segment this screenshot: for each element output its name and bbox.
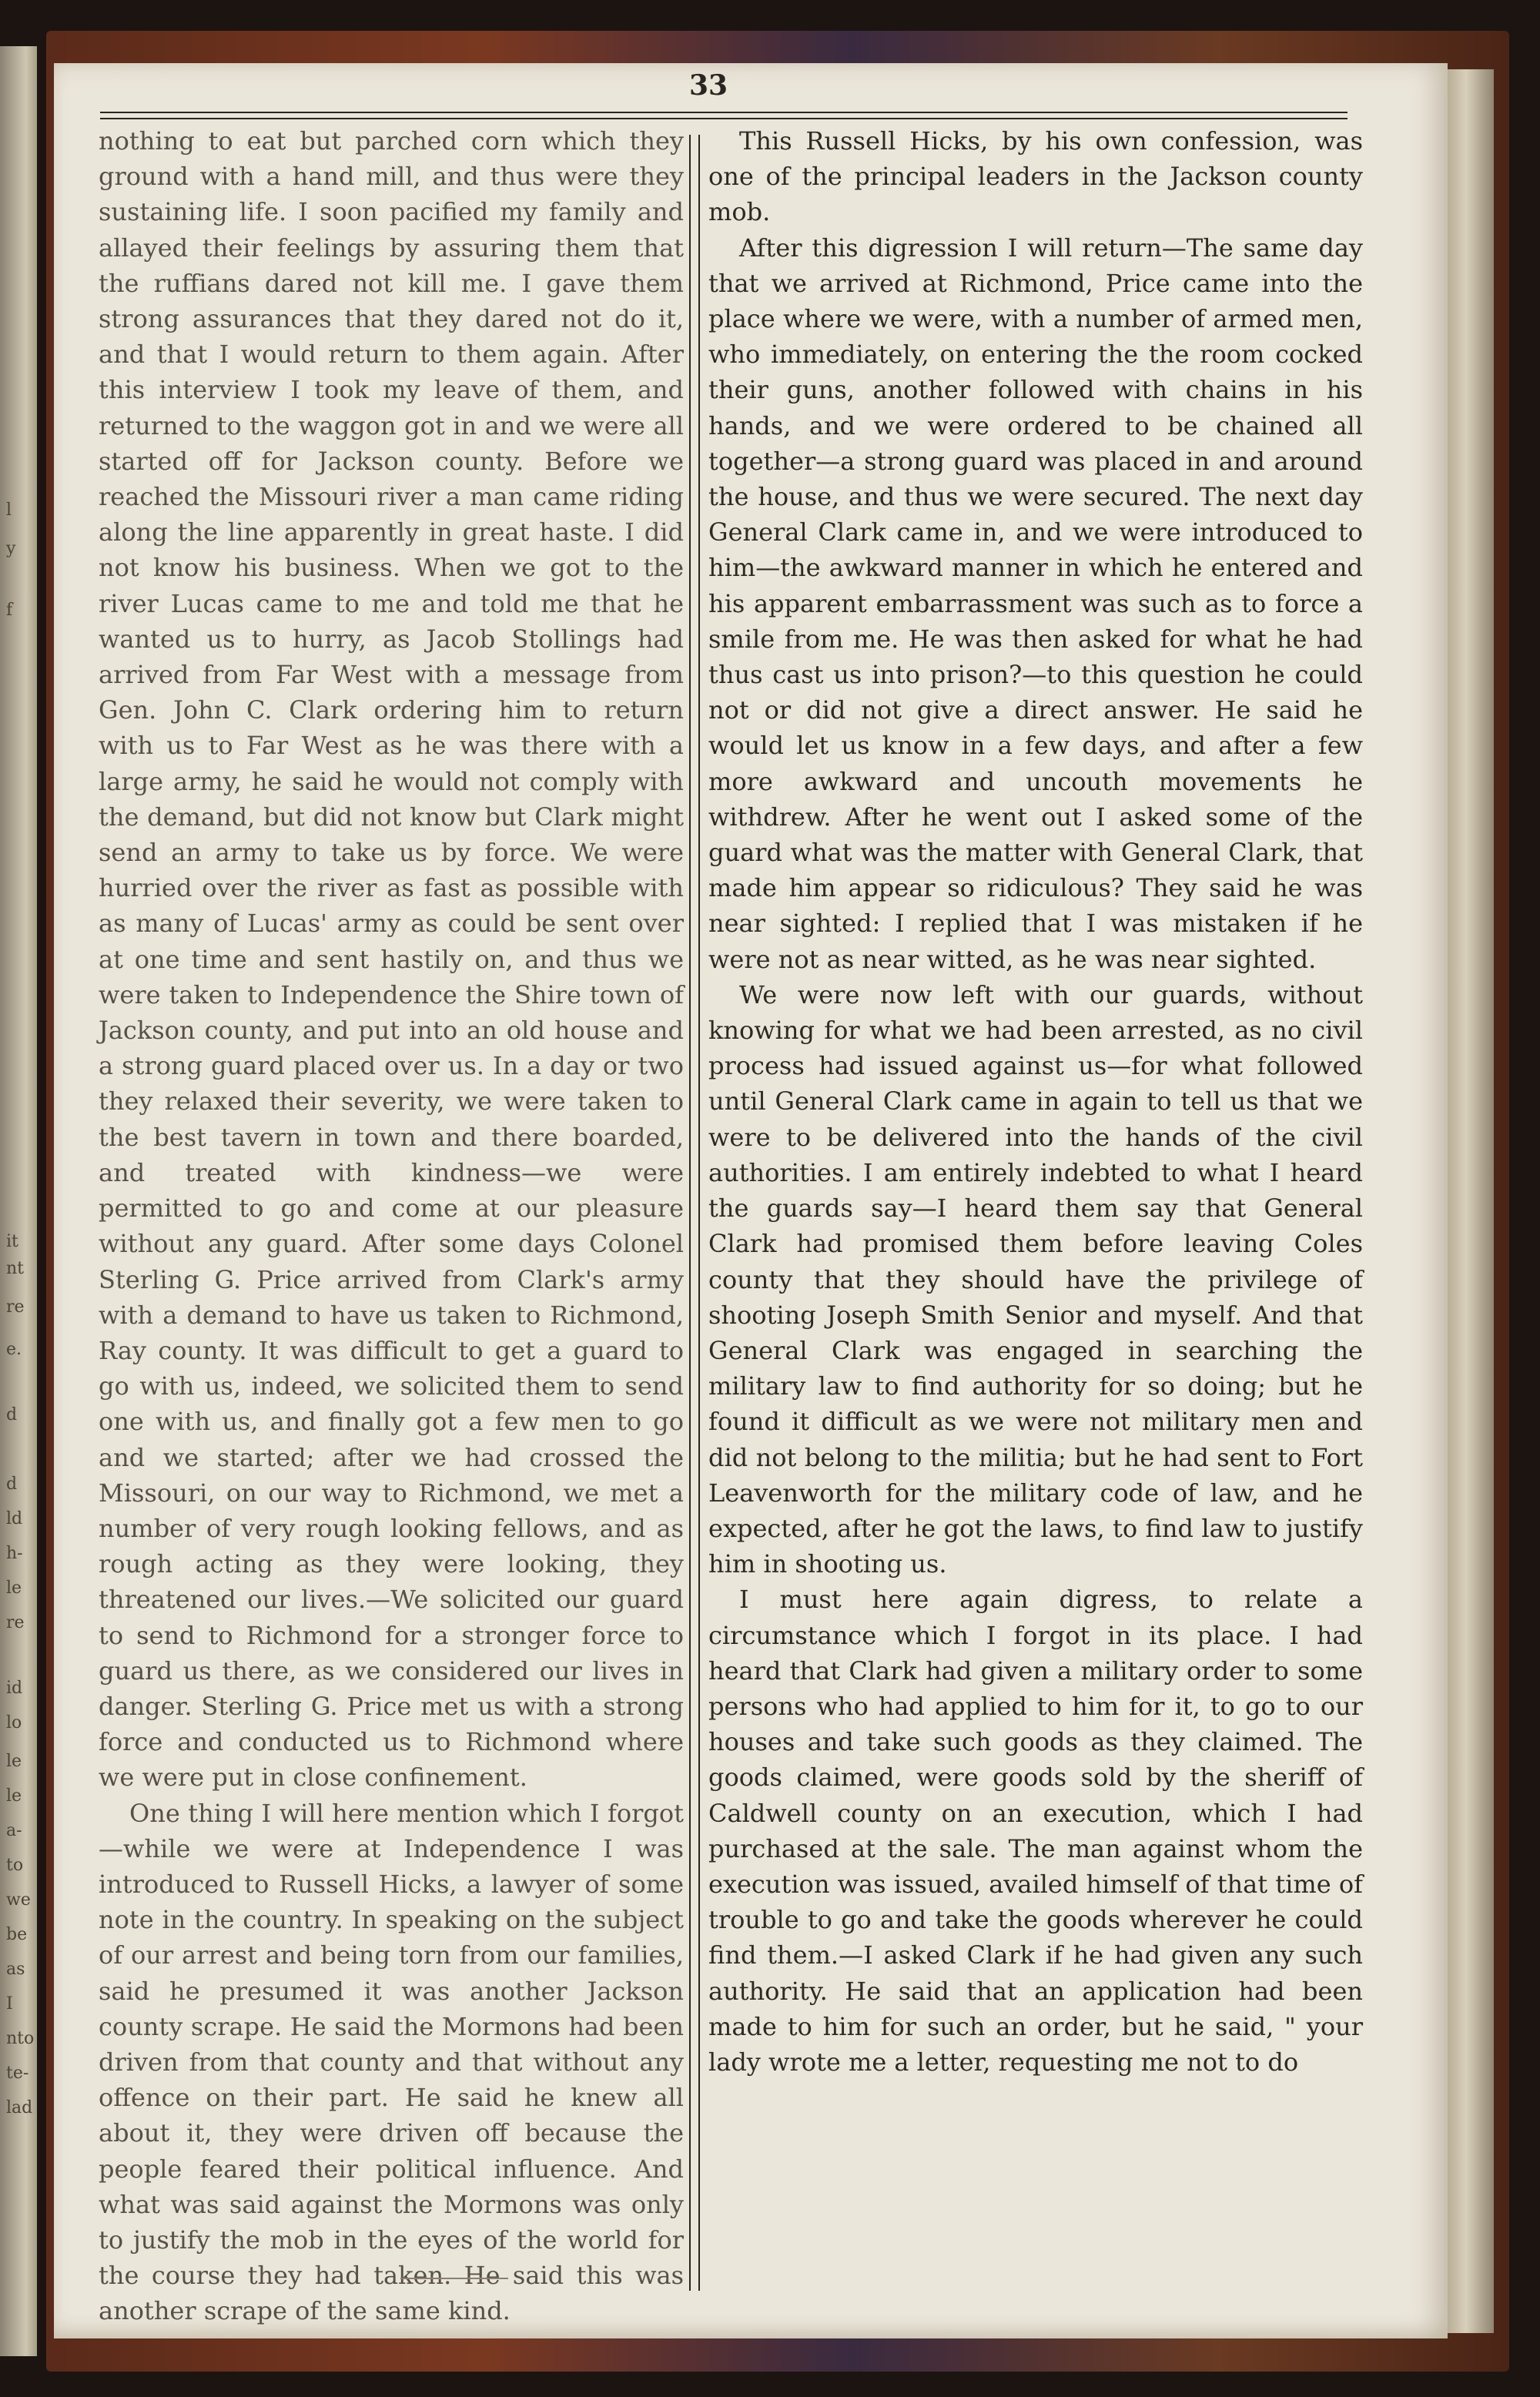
prev-page-fragment: e. (6, 1340, 22, 1359)
prev-page-fragment: d (6, 1475, 18, 1494)
prev-page-fragment: id (6, 1679, 23, 1698)
prev-page-fragment: we (6, 1890, 31, 1910)
prev-page-fragment: lo (6, 1713, 22, 1732)
prev-page-fragment: te- (6, 2064, 29, 2083)
prev-page-fragment: ld (6, 1509, 23, 1528)
prev-page-fragment: f (6, 601, 13, 620)
left-column (99, 123, 684, 2329)
prev-page-fragment: re (6, 1613, 25, 1632)
prev-page-fragment: l (6, 500, 12, 520)
prev-page-fragment: I (6, 1994, 13, 2014)
paragraph: One thing I will here mention which I forgot —while we were at Independence I was introduced to Russell Hicks, a lawyer of some note in the country. In speaking on the subject of our arrest and being torn from our families, said he presumed it was another Jackson county scrape. He said the Mormons had been driven from that county and that without any offence on their part. He said he knew all about it, they were driven off because the people feared their political influence. And what was said against the Mormons was only to justify the mob in the eyes of the world for the course they had taken. He said this was another scrape of the same kind. (99, 1798, 684, 2326)
paragraph: After this digression I will return—The same day that we arrived at Richmond, Price came into the place where we were, with a number of armed men, who immediately, on entering the the room cocked their guns, another followed with chains in his hands, and we were ordered to be chained all together—a strong guard was placed in and around the house, and thus we were secured. The next day General Clark came in, and we were introduced to him—the awkward manner in which he entered and his apparent embarrassment was such as to force a smile from me. He was then asked for what he had thus cast us into prison?—to this question he could not or did not give a direct answer. He said he would let us know in a few days, and after a few more awkward and uncouth movements he withdrew. After he went out I asked some of the guard what was the matter with General Clark, that made him appear so ridiculous? They said he was near sighted: I replied that I was mistaken if he were not as near witted, as he was near sighted. (708, 233, 1363, 974)
header-double-rule (100, 112, 1348, 119)
prev-page-fragment: d (6, 1405, 18, 1424)
prev-page-fragment: a- (6, 1821, 22, 1840)
prev-page-fragment: y (6, 539, 16, 558)
prev-page-fragment: le (6, 1578, 22, 1598)
prev-page-fragment: le (6, 1786, 22, 1806)
page-number: 33 (688, 69, 728, 102)
right-column (708, 123, 1363, 2080)
prev-page-fragment: be (6, 1925, 28, 1944)
prev-page-fragment: it (6, 1232, 18, 1251)
prev-page-fragment: nto (6, 2029, 35, 2048)
prev-page-fragment: h- (6, 1544, 23, 1563)
paragraph: I must here again digress, to relate a circumstance which I forgot in its place. I had heard that Clark had given a military order to some persons who had applied to him for it, to go to our houses and take such goods as they claimed. The goods claimed, were goods sold by the sheriff of Caldwell county on an execution, which I had purchased at the sale. The man against whom the execution was issued, availed himself of that time of trouble to go and take the goods wherever he could find them.—I asked Clark if he had given any such authority. He said that an application had been made to him for such an order, but he said, " your lady wrote me a letter, requesting me not to do (708, 1585, 1363, 2077)
prev-page-fragment: to (6, 1856, 24, 1875)
paragraph: nothing to eat but parched corn which they ground with a hand mill, and thus were they sustaining life. I soon pacified my family and allayed their feelings by assuring them that the ruffians dared not kill me. I gave them strong assurances that they dared not do it, and that I would return to them again. After this interview I took my leave of them, and returned to the waggon got in and we were all started off for Jackson county. Before we reached the Missouri river a man came riding along the line apparently in great haste. I did not know his business. When we got to the river Lucas came to me and told me that he wanted us to hurry, as Jacob Stollings had arrived from Far West with a message from Gen. John C. Clark ordering him to return with us to Far West as he was there with a large army, he said he would not comply with the demand, but did not know but Clark might send an army to take us by force. We were hurried over the river as fast as possible with as many of Lucas' army as could be sent over at one time and sent hastily on, and thus we were taken to Independence the Shire town of Jackson county, and put into an old house and a strong guard placed over us. In a day or two they relaxed their severity, we were taken to the best tavern in town and there boarded, and treated with kindness—we were permitted to go and come at our pleasure without any guard. After some days Colonel Sterling G. Price arrived from Clark's army with a demand to have us taken to Richmond, Ray county. It was difficult to get a guard to go with us, indeed, we solicited them to send one with us, and finally got a few men to go and we started; after we had crossed the Missouri, on our way to Richmond, we met a number of very rough looking fellows, and as rough acting as they were looking, they threatened our lives.—We solicited our guard to send to Richmond for a stronger force to guard us there, as we considered our lives in danger. Sterling G. Price met us with a strong force and conducted us to Richmond where we were put in close confinement. (99, 126, 684, 1793)
column-divider (689, 135, 700, 2291)
prev-page-fragment: as (6, 1960, 25, 1979)
prev-page-fragment: nt (6, 1259, 25, 1278)
prev-page-fragment: lad (6, 2098, 33, 2117)
prev-page-fragment: re (6, 1297, 25, 1317)
prev-page-fragment: le (6, 1752, 22, 1771)
page-fore-edge (1448, 69, 1494, 2333)
previous-page-edge (0, 46, 37, 2356)
paragraph: This Russell Hicks, by his own confession, was one of the principal leaders in the Jackson county mob. (708, 126, 1363, 227)
paragraph: We were now left with our guards, without knowing for what we had been arrested, as no civil process had issued against us—for what followed until General Clark came in again to tell us that we were to be delivered into the hands of the civil authorities. I am entirely indebted to what I heard the guards say—I heard them say that General Clark had promised them before leaving Coles county that they should have the privilege of shooting Joseph Smith Senior and myself. And that General Clark was engaged in searching the military law to find authority for so doing; but he found it difficult as we were not military men and did not belong to the militia; but he had sent to Fort Leavenworth for the military code of law, and he expected, after he got the laws, to find law to justify him in shooting us. (708, 979, 1363, 1579)
footer-rule (400, 2278, 508, 2279)
